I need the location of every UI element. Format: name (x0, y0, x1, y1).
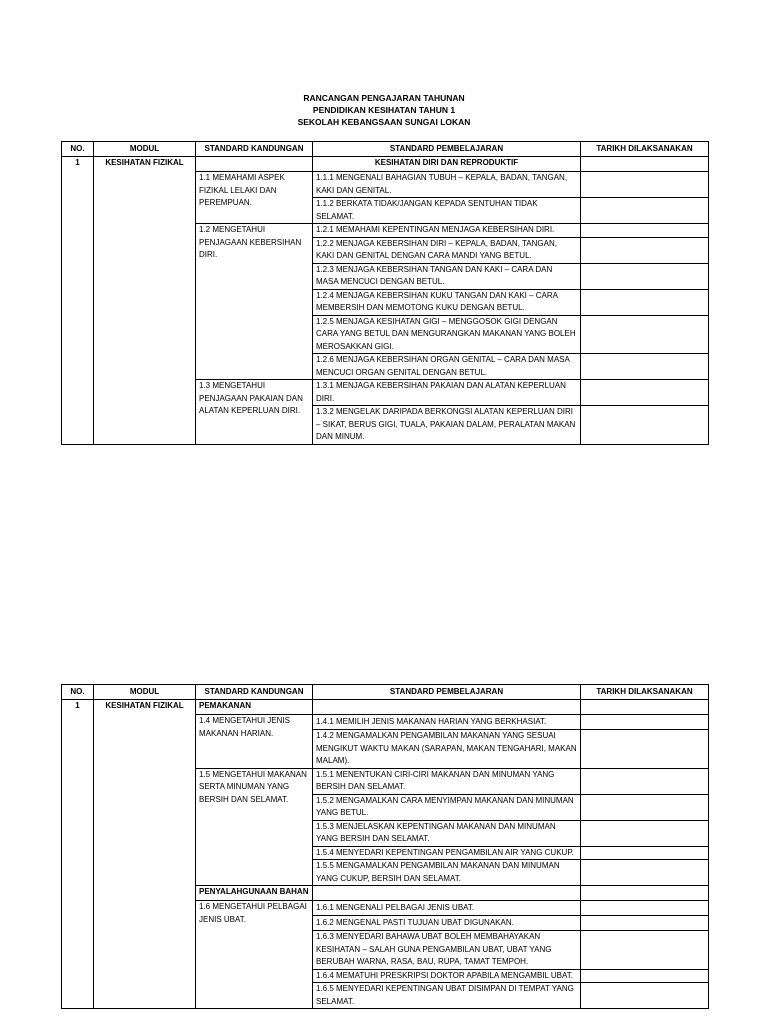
standard-pembelajaran-cell: 1.5.5 MENGAMALKAN PENGAMBILAN MAKANAN DAN MINUMAN YANG CUKUP, BERSIH DAN SELAMAT. (313, 860, 581, 886)
table-cell (313, 700, 581, 715)
section-heading: PENYALAHGUNAAN BAHAN (196, 886, 313, 901)
document-title-line1: RANCANGAN PENGAJARAN TAHUNAN (303, 93, 465, 103)
table-header-row (62, 685, 709, 700)
column-header-standard-kandungan: STANDARD KANDUNGAN (196, 142, 313, 157)
standard-pembelajaran-cell: 1.2.4 MENJAGA KEBERSIHAN KUKU TANGAN DAN KAKI – CARA MEMBERSIH DAN MEMOTONG KUKU DENGAN BETUL. (313, 289, 581, 315)
table-row (62, 700, 709, 715)
date-cell (581, 406, 709, 445)
date-cell (581, 315, 709, 354)
date-cell (581, 983, 709, 1009)
standard-pembelajaran-cell: 1.4.1 MEMILIH JENIS MAKANAN HARIAN YANG BERKHASIAT. (313, 715, 581, 730)
date-cell (581, 931, 709, 970)
date-cell (581, 198, 709, 224)
column-header-no: NO. (62, 685, 94, 700)
table-cell (196, 157, 313, 172)
document-title-line2: PENDIDIKAN KESIHATAN TAHUN 1 (312, 105, 456, 115)
date-cell (581, 380, 709, 406)
date-cell (581, 730, 709, 769)
standard-pembelajaran-cell: 1.5.4 MENYEDARI KEPENTINGAN PENGAMBILAN AIR YANG CUKUP. (313, 846, 581, 860)
column-header-tarikh: TARIKH DILAKSANAKAN (581, 142, 709, 157)
standard-pembelajaran-cell: 1.5.1 MENENTUKAN CIRI-CIRI MAKANAN DAN MINUMAN YANG BERSIH DAN SELAMAT. (313, 768, 581, 794)
standard-pembelajaran-cell: 1.2.2 MENJAGA KEBERSIHAN DIRI – KEPALA, BADAN, TANGAN, KAKI DAN GENITAL DENGAN CARA MANDI YANG BETUL. (313, 237, 581, 263)
column-header-modul: MODUL (94, 685, 196, 700)
column-header-no: NO. (62, 142, 94, 157)
date-cell (581, 289, 709, 315)
standard-pembelajaran-cell: 1.2.3 MENJAGA KEBERSIHAN TANGAN DAN KAKI – CARA DAN MASA MENCUCI DENGAN BETUL. (313, 263, 581, 289)
standard-pembelajaran-cell: 1.6.4 MEMATUHI PRESKRIPSI DOKTOR APABILA MENGAMBIL UBAT. (313, 969, 581, 983)
date-cell (581, 846, 709, 860)
section-heading: PEMAKANAN (196, 700, 313, 715)
date-cell (581, 768, 709, 794)
table-row (62, 157, 709, 172)
standard-pembelajaran-cell: 1.5.2 MENGAMALKAN CARA MENYIMPAN MAKANAN DAN MINUMAN YANG BETUL. (313, 794, 581, 820)
standard-pembelajaran-cell: 1.3.1 MENJAGA KEBERSIHAN PAKAIAN DAN ALATAN KEPERLUAN DIRI. (313, 380, 581, 406)
document-title-line3: SEKOLAH KEBANGSAAN SUNGAI LOKAN (297, 117, 471, 127)
standard-pembelajaran-cell: 1.5.3 MENJELASKAN KEPENTINGAN MAKANAN DAN MINUMAN YANG BERSIH DAN SELAMAT. (313, 820, 581, 846)
date-cell (581, 715, 709, 730)
date-cell (581, 969, 709, 983)
standard-pembelajaran-cell: 1.3.2 MENGELAK DARIPADA BERKONGSI ALATAN KEPERLUAN DIRI – SIKAT, BERUS GIGI, TUALA, PAKAIAN DALAM, PERALATAN MAKAN DAN MINUM. (313, 406, 581, 445)
date-cell (581, 354, 709, 380)
column-header-tarikh: TARIKH DILAKSANAKAN (581, 685, 709, 700)
section-heading: KESIHATAN DIRI DAN REPRODUKTIF (313, 157, 581, 172)
standard-pembelajaran-cell: 1.6.1 MENGENALI PELBAGAI JENIS UBAT. (313, 901, 581, 916)
date-cell (581, 172, 709, 198)
table-header-row (62, 142, 709, 157)
column-header-modul: MODUL (94, 142, 196, 157)
standard-kandungan-cell: 1.4 MENGETAHUI JENIS MAKANAN HARIAN. (196, 715, 313, 769)
standard-pembelajaran-cell: 1.1.1 MENGENALI BAHAGIAN TUBUH – KEPALA, BADAN, TANGAN, KAKI DAN GENITAL. (313, 172, 581, 198)
standard-pembelajaran-cell: 1.6.3 MENYEDARI BAHAWA UBAT BOLEH MEMBAHAYAKAN KESIHATAN – SALAH GUNA PENGAMBILAN UBAT, UBAT YANG BERUBAH WARNA, RASA, BAU, RUPA, TAMAT TEMPOH. (313, 931, 581, 970)
standard-kandungan-cell: 1.3 MENGETAHUI PENJAGAAN PAKAIAN DAN ALATAN KEPERLUAN DIRI. (196, 380, 313, 445)
date-cell (581, 263, 709, 289)
row-number: 1 (62, 700, 94, 1009)
date-cell (581, 820, 709, 846)
date-cell (581, 860, 709, 886)
column-header-standard-pembelajaran: STANDARD PEMBELAJARAN (313, 142, 581, 157)
standard-pembelajaran-cell: 1.2.6 MENJAGA KEBERSIHAN ORGAN GENITAL – CARA DAN MASA MENCUCI ORGAN GENITAL DENGAN BETUL. (313, 354, 581, 380)
column-header-standard-pembelajaran: STANDARD PEMBELAJARAN (313, 685, 581, 700)
date-cell (581, 794, 709, 820)
module-name: KESIHATAN FIZIKAL (94, 700, 196, 1009)
standard-kandungan-cell: 1.2 MENGETAHUI PENJAGAAN KEBERSIHAN DIRI. (196, 224, 313, 380)
standard-pembelajaran-cell: 1.4.2 MENGAMALKAN PENGAMBILAN MAKANAN YANG SESUAI MENGIKUT WAKTU MAKAN (SARAPAN, MAKAN TENGAHARI, MAKAN MALAM). (313, 730, 581, 769)
table-cell (313, 886, 581, 901)
standard-pembelajaran-cell: 1.6.2 MENGENAL PASTI TUJUAN UBAT DIGUNAKAN. (313, 916, 581, 931)
plan-table-1 (61, 141, 709, 445)
date-cell (581, 700, 709, 715)
module-name: KESIHATAN FIZIKAL (94, 157, 196, 445)
standard-pembelajaran-cell: 1.6.5 MENYEDARI KEPENTINGAN UBAT DISIMPAN DI TEMPAT YANG SELAMAT. (313, 983, 581, 1009)
date-cell (581, 916, 709, 931)
date-cell (581, 237, 709, 263)
date-cell (581, 886, 709, 901)
standard-kandungan-cell: 1.1 MEMAHAMI ASPEK FIZIKAL LELAKI DAN PEREMPUAN. (196, 172, 313, 224)
standard-kandungan-cell: 1.5 MENGETAHUI MAKANAN SERTA MINUMAN YANG BERSIH DAN SELAMAT. (196, 768, 313, 886)
date-cell (581, 157, 709, 172)
row-number: 1 (62, 157, 94, 445)
date-cell (581, 224, 709, 238)
standard-kandungan-cell: 1.6 MENGETAHUI PELBAGAI JENIS UBAT. (196, 901, 313, 1009)
column-header-standard-kandungan: STANDARD KANDUNGAN (196, 685, 313, 700)
plan-table-2 (61, 684, 709, 1009)
date-cell (581, 901, 709, 916)
standard-pembelajaran-cell: 1.2.1 MEMAHAMI KEPENTINGAN MENJAGA KEBERSIHAN DIRI. (313, 224, 581, 238)
standard-pembelajaran-cell: 1.1.2 BERKATA TIDAK/JANGAN KEPADA SENTUHAN TIDAK SELAMAT. (313, 198, 581, 224)
standard-pembelajaran-cell: 1.2.5 MENJAGA KESIHATAN GIGI – MENGGOSOK GIGI DENGAN CARA YANG BETUL DAN MENGURANGKAN MAKANAN YANG BOLEH MEROSAKKAN GIGI. (313, 315, 581, 354)
